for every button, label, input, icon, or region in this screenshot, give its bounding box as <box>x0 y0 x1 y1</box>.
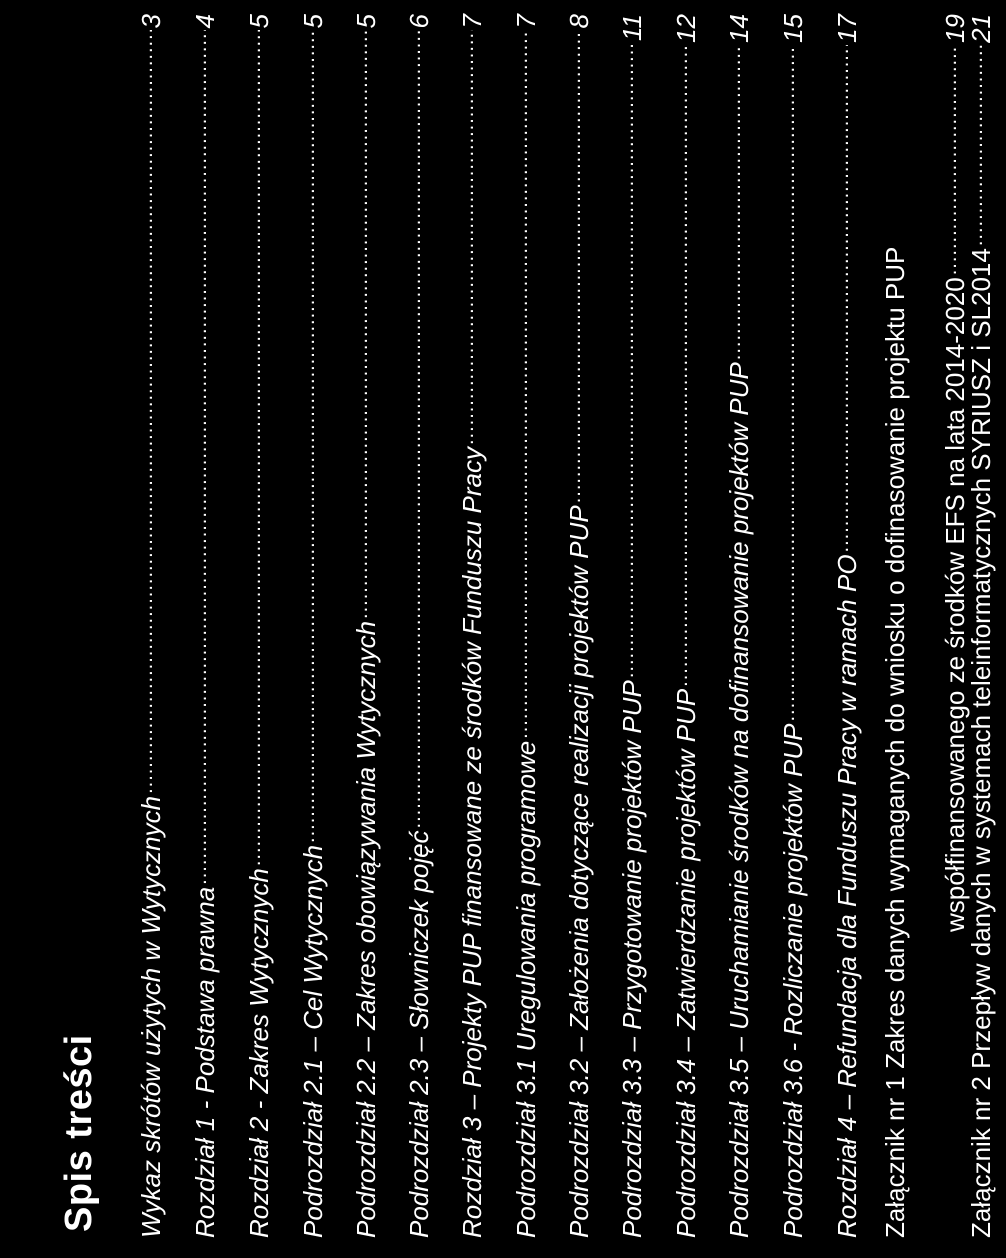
toc-entry[interactable] <box>184 14 218 1238</box>
toc-leader-dots <box>826 45 856 553</box>
toc-page-number: 21 <box>966 14 996 43</box>
toc-entry-label: Podrozdział 3.1 Uregulowania programowe <box>511 740 541 1238</box>
toc-page-number: 7 <box>457 14 487 29</box>
toc-entry-label: Rozdział 1 - Podstawa prawna <box>190 886 220 1238</box>
toc-entry[interactable] <box>451 14 485 1238</box>
toc-page-number: 12 <box>671 14 701 43</box>
table-of-contents <box>0 14 1006 1238</box>
toc-entry-label: Podrozdział 2.2 – Zakres obowiązywania Wytycznych <box>351 620 381 1238</box>
page-title: Spis treści <box>58 1034 100 1232</box>
toc-entry[interactable] <box>665 14 699 1238</box>
toc-entry[interactable] <box>398 14 432 1238</box>
toc-entry-multiline-start[interactable] <box>880 14 914 1238</box>
toc-entry-label: Podrozdział 2.1 – Cel Wytycznych <box>298 844 328 1238</box>
toc-leader-dots <box>184 30 214 884</box>
toc-entry-label: Podrozdział 3.5 – Uruchamianie środków na dofinansowanie projektów PUP <box>724 362 754 1238</box>
toc-entry-label: Podrozdział 3.2 – Założenia dotyczące realizacji projektów PUP <box>564 505 594 1238</box>
toc-entry[interactable] <box>345 14 379 1238</box>
toc-entry-label: Rozdział 4 – Refundacja dla Funduszu Pracy w ramach PO <box>832 554 862 1238</box>
toc-entry[interactable] <box>826 14 860 1238</box>
toc-entry[interactable] <box>292 14 326 1238</box>
toc-entry-label: Załącznik nr 2 Przepływ danych w systemach teleinformatycznych SYRIUSZ i SL2014 <box>966 248 996 1238</box>
toc-page-number: 4 <box>190 14 220 29</box>
toc-page-number: 8 <box>564 14 594 29</box>
toc-entry-label: Podrozdział 3.3 – Przygotowanie projektów PUP <box>617 680 647 1238</box>
toc-entry-label: Rozdział 2 - Zakres Wytycznych <box>244 868 274 1238</box>
toc-entry[interactable] <box>558 14 592 1238</box>
toc-leader-dots <box>960 45 990 246</box>
toc-leader-dots <box>505 30 535 738</box>
toc-leader-dots <box>665 45 695 687</box>
toc-leader-dots <box>611 43 641 678</box>
toc-entry-label: Podrozdział 2.3 – Słowniczek pojęć <box>404 830 434 1238</box>
toc-entry[interactable] <box>238 14 272 1238</box>
toc-entry-label: Rozdział 3 – Projekty PUP finansowane ze środków Funduszu Pracy <box>457 447 487 1238</box>
toc-entry[interactable] <box>772 14 806 1238</box>
toc-entry-label: Załącznik nr 1 Zakres danych wymaganych do wniosku o dofinasowanie projektu PUP <box>880 246 910 1238</box>
toc-page-number: 5 <box>298 14 328 29</box>
toc-entry[interactable] <box>718 14 752 1238</box>
toc-leader-dots <box>772 45 802 722</box>
toc-entry[interactable] <box>130 14 164 1238</box>
toc-page-number: 5 <box>351 14 381 29</box>
toc-leader-dots <box>451 30 481 445</box>
toc-leader-dots <box>558 30 588 503</box>
toc-leader-dots <box>718 45 748 360</box>
toc-leader-dots <box>292 30 322 842</box>
toc-page-number: 17 <box>832 14 862 43</box>
toc-entry[interactable] <box>505 14 539 1238</box>
toc-entry[interactable] <box>960 14 994 1238</box>
toc-page-number: 5 <box>244 14 274 29</box>
toc-leader-dots <box>238 30 268 866</box>
toc-page-number: 15 <box>778 14 808 43</box>
toc-leader-dots <box>398 30 428 828</box>
toc-page-number: 7 <box>511 14 541 29</box>
toc-leader-dots <box>345 30 375 618</box>
toc-entry-label: Wykaz skrótów użytych w Wytycznych <box>136 795 166 1238</box>
toc-leader-dots <box>130 30 160 793</box>
toc-page-number: 19 <box>940 14 970 43</box>
toc-entry-label: Podrozdział 3.4 – Zatwierdzanie projektów PUP <box>671 688 701 1238</box>
toc-entry[interactable] <box>611 14 645 1238</box>
toc-page-number: 11 <box>617 14 647 41</box>
toc-page-number: 14 <box>724 14 754 43</box>
toc-page-number: 6 <box>404 14 434 29</box>
toc-entry-label: współfinansowanego ze środków EFS na lata 2014-2020 <box>940 277 970 932</box>
toc-entry-label: Podrozdział 3.6 - Rozliczanie projektów PUP <box>778 723 808 1238</box>
toc-page-number: 3 <box>136 14 166 29</box>
